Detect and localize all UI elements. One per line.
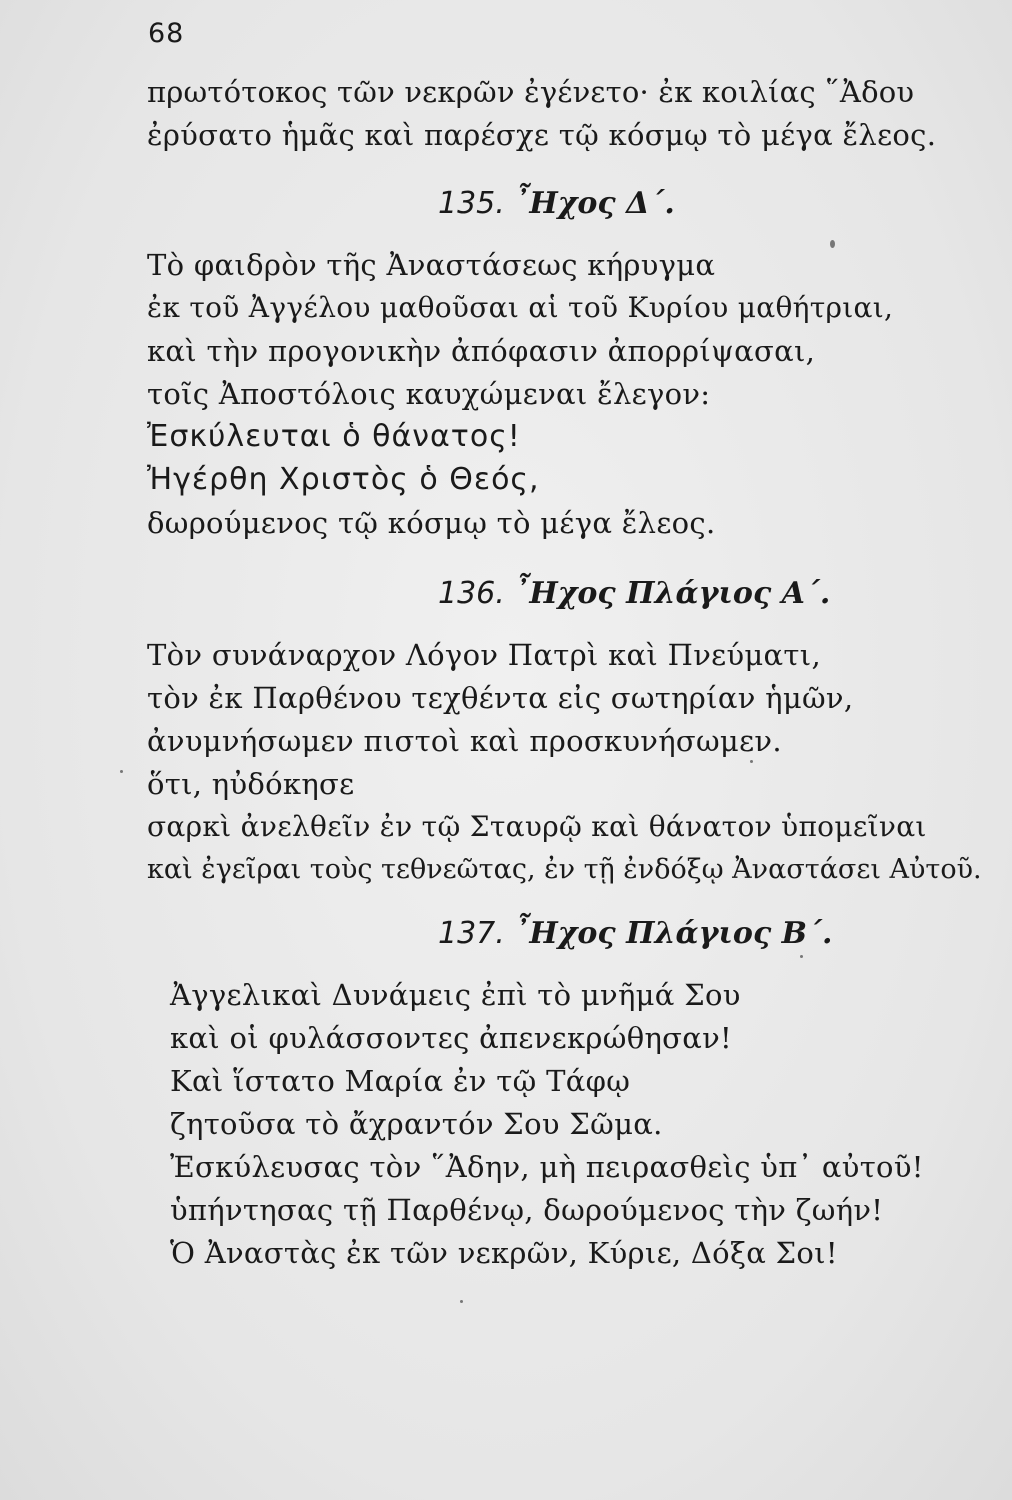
- hymn-line: σαρκὶ ἀνελθεῖν ἐν τῷ Σταυρῷ καὶ θάνατον ὑπομεῖναι: [147, 810, 927, 843]
- hymn-line: ζητοῦσα τὸ ἄχραντόν Σου Σῶμα.: [170, 1107, 663, 1141]
- scan-speck: [460, 1300, 463, 1303]
- page-number: 68: [148, 18, 185, 49]
- hymn-line: Τὸν συνάναρχον Λόγον Πατρὶ καὶ Πνεύματι,: [147, 638, 821, 672]
- scan-speck: [800, 955, 803, 958]
- scan-speck: [750, 760, 753, 763]
- hymn-heading: [438, 916, 832, 952]
- hymn-heading: [438, 576, 830, 612]
- hymn-line: ἐκ τοῦ Ἀγγέλου μαθοῦσαι αἱ τοῦ Κυρίου μαθήτριαι,: [147, 291, 894, 324]
- hymn-number: 135.: [438, 186, 505, 221]
- hymn-line: δωρούμενος τῷ κόσμῳ τὸ μέγα ἔλεος.: [147, 506, 716, 540]
- hymn-tone: ῏Ηχος Πλάγιος Α΄.: [514, 576, 831, 611]
- hymn-line: καὶ τὴν προγονικὴν ἀπόφασιν ἀπορρίψασαι,: [147, 334, 816, 368]
- hymn-line: ἀνυμνήσωμεν πιστοὶ καὶ προσκυνήσωμεν.: [147, 724, 782, 758]
- scan-speck: [830, 240, 835, 248]
- hymn-line: Τὸ φαιδρὸν τῆς Ἀναστάσεως κήρυγμα: [147, 248, 716, 282]
- hymn-tone: ῏Ηχος Πλάγιος Β΄.: [514, 916, 833, 951]
- hymn-line: καὶ οἱ φυλάσσοντες ἀπενεκρώθησαν!: [170, 1021, 732, 1055]
- hymn-line: τοῖς Ἀποστόλοις καυχώμεναι ἔλεγον:: [147, 377, 711, 411]
- hymn-line: Ἀγγελικαὶ Δυνάμεις ἐπὶ τὸ μνῆμά Σου: [170, 978, 741, 1012]
- hymn-line: ὅτι, ηὐδόκησε: [147, 767, 355, 801]
- hymn-line: τὸν ἐκ Παρθένου τεχθέντα εἰς σωτηρίαν ἡμῶν,: [147, 681, 854, 715]
- hymn-line: Καὶ ἵστατο Μαρία ἐν τῷ Τάφῳ: [170, 1064, 631, 1098]
- hymn-line: Ὁ Ἀναστὰς ἐκ τῶν νεκρῶν, Κύριε, Δόξα Σοι!: [170, 1236, 838, 1270]
- intro-line: πρωτότοκος τῶν νεκρῶν ἐγένετο· ἐκ κοιλίας ῞Ἀδου: [147, 75, 915, 109]
- intro-line: ἐρύσατο ἡμᾶς καὶ παρέσχε τῷ κόσμῳ τὸ μέγα ἔλεος.: [147, 118, 937, 152]
- hymn-line: Ἐσκύλευται ὁ θάνατος!: [147, 419, 521, 454]
- hymn-line: καὶ ἐγεῖραι τοὺς τεθνεῶτας, ἐν τῇ ἐνδόξῳ Ἀναστάσει Αὐτοῦ.: [147, 854, 982, 885]
- hymn-tone: ῏Ηχος Δ΄.: [514, 186, 675, 221]
- scan-speck: [120, 770, 123, 773]
- hymn-line: Ἐσκύλευσας τὸν ῞Ἀδην, μὴ πειρασθεὶς ὑπ᾿ αὐτοῦ!: [170, 1150, 924, 1184]
- hymn-heading: [438, 186, 675, 222]
- hymn-line: Ἠγέρθη Χριστὸς ὁ Θεός,: [147, 462, 540, 497]
- hymn-line: ὑπήντησας τῇ Παρθένῳ, δωρούμενος τὴν ζωήν!: [170, 1193, 884, 1227]
- hymn-number: 137.: [438, 916, 505, 951]
- hymn-number: 136.: [438, 576, 505, 611]
